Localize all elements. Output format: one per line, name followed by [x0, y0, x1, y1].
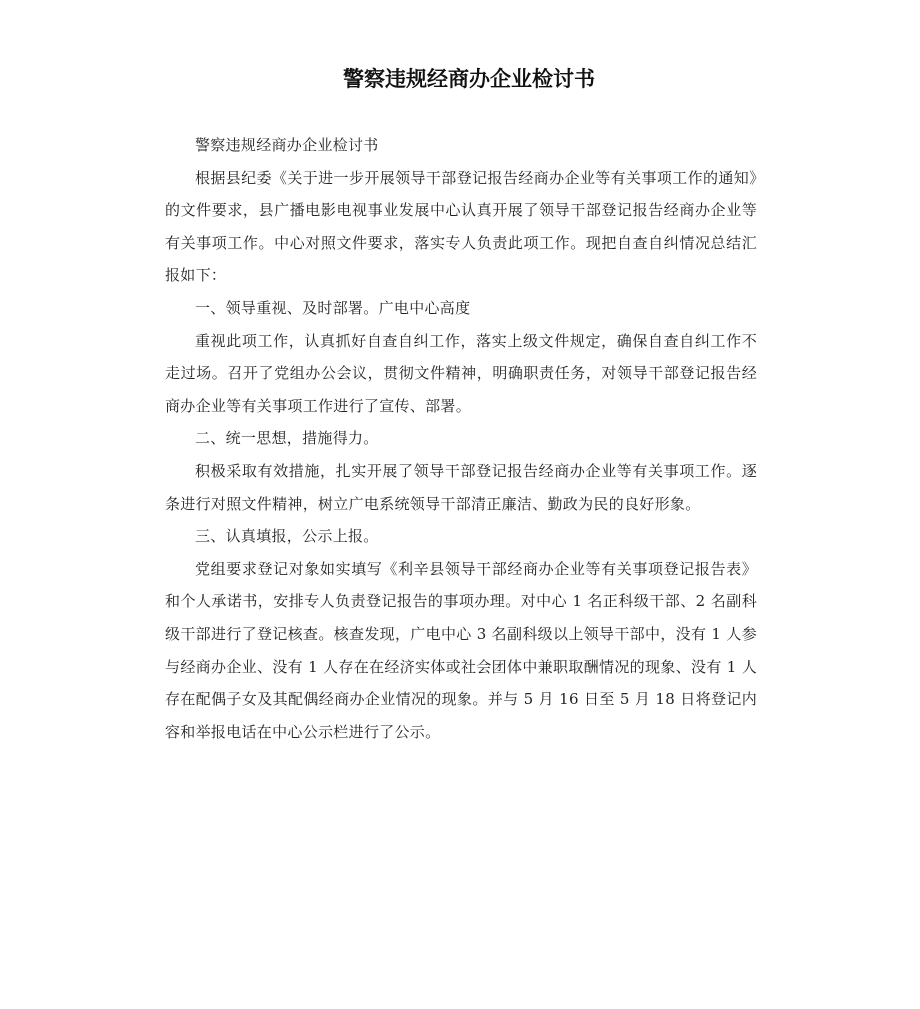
document-body	[165, 129, 757, 748]
section-heading-2: 二、统一思想，措施得力。	[195, 429, 379, 448]
paragraph-subtitle: 警察违规经商办企业检讨书	[195, 136, 379, 154]
section-heading-1: 一、领导重视、及时部署。广电中心高度	[195, 298, 471, 317]
paragraph-section-3: 党组要求登记对象如实填写《利辛县领导干部经商办企业等有关事项登记报告表》和个人承诺书，安排专人负责登记报告的事项办理。对中心 1 名正科级干部、2 名副科级干部进行了登记核查。核查发现，广电中心 3 名副科级以上领导干部中，没有 1 人参与经商办企业、没有 1 人存在在经济实体或社会团体中兼职取酬情况的现象、没有 1 人存在配偶子女及其配偶经商办企业情况的现象。并与 5 月 16 日至 5 月 18 日将登记内容和举报电话在中心公示栏进行了公示。	[165, 559, 757, 741]
section-heading-3: 三、认真填报，公示上报。	[195, 527, 379, 546]
paragraph-section-2: 积极采取有效措施，扎实开展了领导干部登记报告经商办企业等有关事项工作。逐条进行对照文件精神，树立广电系统领导干部清正廉洁、勤政为民的良好形象。	[165, 461, 757, 513]
paragraph-intro: 根据县纪委《关于进一步开展领导干部登记报告经商办企业等有关事项工作的通知》的文件要求，县广播电影电视事业发展中心认真开展了领导干部登记报告经商办企业等有关事项工作。中心对照文件要求，落实专人负责此项工作。现把自查自纠情况总结汇报如下：	[165, 168, 757, 285]
document-title: 警察违规经商办企业检讨书	[343, 67, 595, 91]
paragraph-section-1: 重视此项工作，认真抓好自查自纠工作，落实上级文件规定，确保自查自纠工作不走过场。召开了党组办公会议，贯彻文件精神，明确职责任务，对领导干部登记报告经商办企业等有关事项工作进行了宣传、部署。	[165, 331, 757, 415]
